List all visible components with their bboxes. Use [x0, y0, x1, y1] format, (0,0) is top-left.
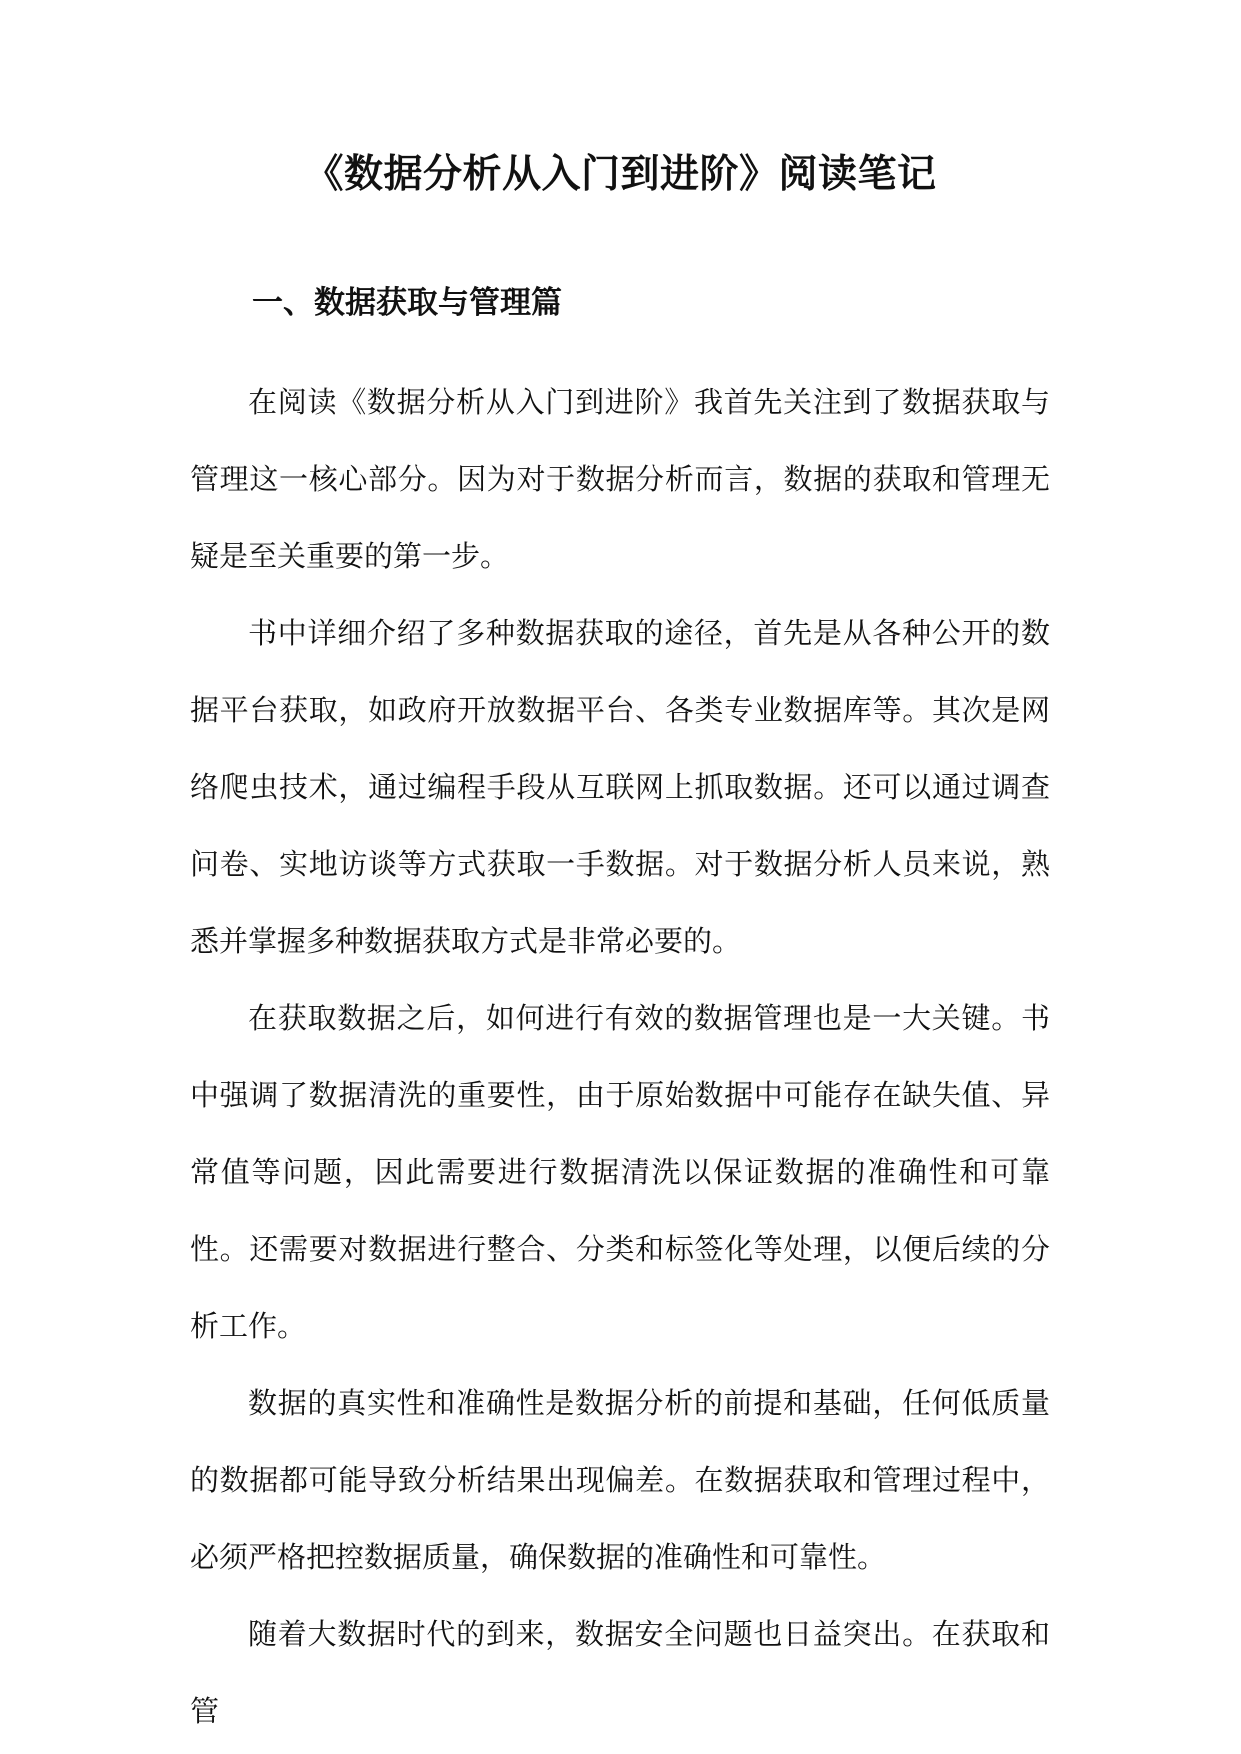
section-heading: 一、数据获取与管理篇: [252, 285, 562, 321]
document-title: 《数据分析从入门到进阶》阅读笔记: [304, 151, 937, 197]
body-text: [190, 364, 1050, 1750]
paragraph-1: 在阅读《数据分析从入门到进阶》我首先关注到了数据获取与管理这一核心部分。因为对于数据分析而言，数据的获取和管理无疑是至关重要的第一步。: [190, 385, 1050, 573]
paragraph-4: 数据的真实性和准确性是数据分析的前提和基础，任何低质量的数据都可能导致分析结果出现偏差。在数据获取和管理过程中，必须严格把控数据质量，确保数据的准确性和可靠性。: [190, 1386, 1050, 1574]
paragraph-5: 随着大数据时代的到来，数据安全问题也日益突出。在获取和管: [190, 1617, 1050, 1728]
paragraph-3: 在获取数据之后，如何进行有效的数据管理也是一大关键。书中强调了数据清洗的重要性，由于原始数据中可能存在缺失值、异常值等问题，因此需要进行数据清洗以保证数据的准确性和可靠性。还需要对数据进行整合、分类和标签化等处理，以便后续的分析工作。: [190, 1001, 1050, 1343]
paragraph-2: 书中详细介绍了多种数据获取的途径，首先是从各种公开的数据平台获取，如政府开放数据平台、各类专业数据库等。其次是网络爬虫技术，通过编程手段从互联网上抓取数据。还可以通过调查问卷、实地访谈等方式获取一手数据。对于数据分析人员来说，熟悉并掌握多种数据获取方式是非常必要的。: [190, 616, 1050, 958]
